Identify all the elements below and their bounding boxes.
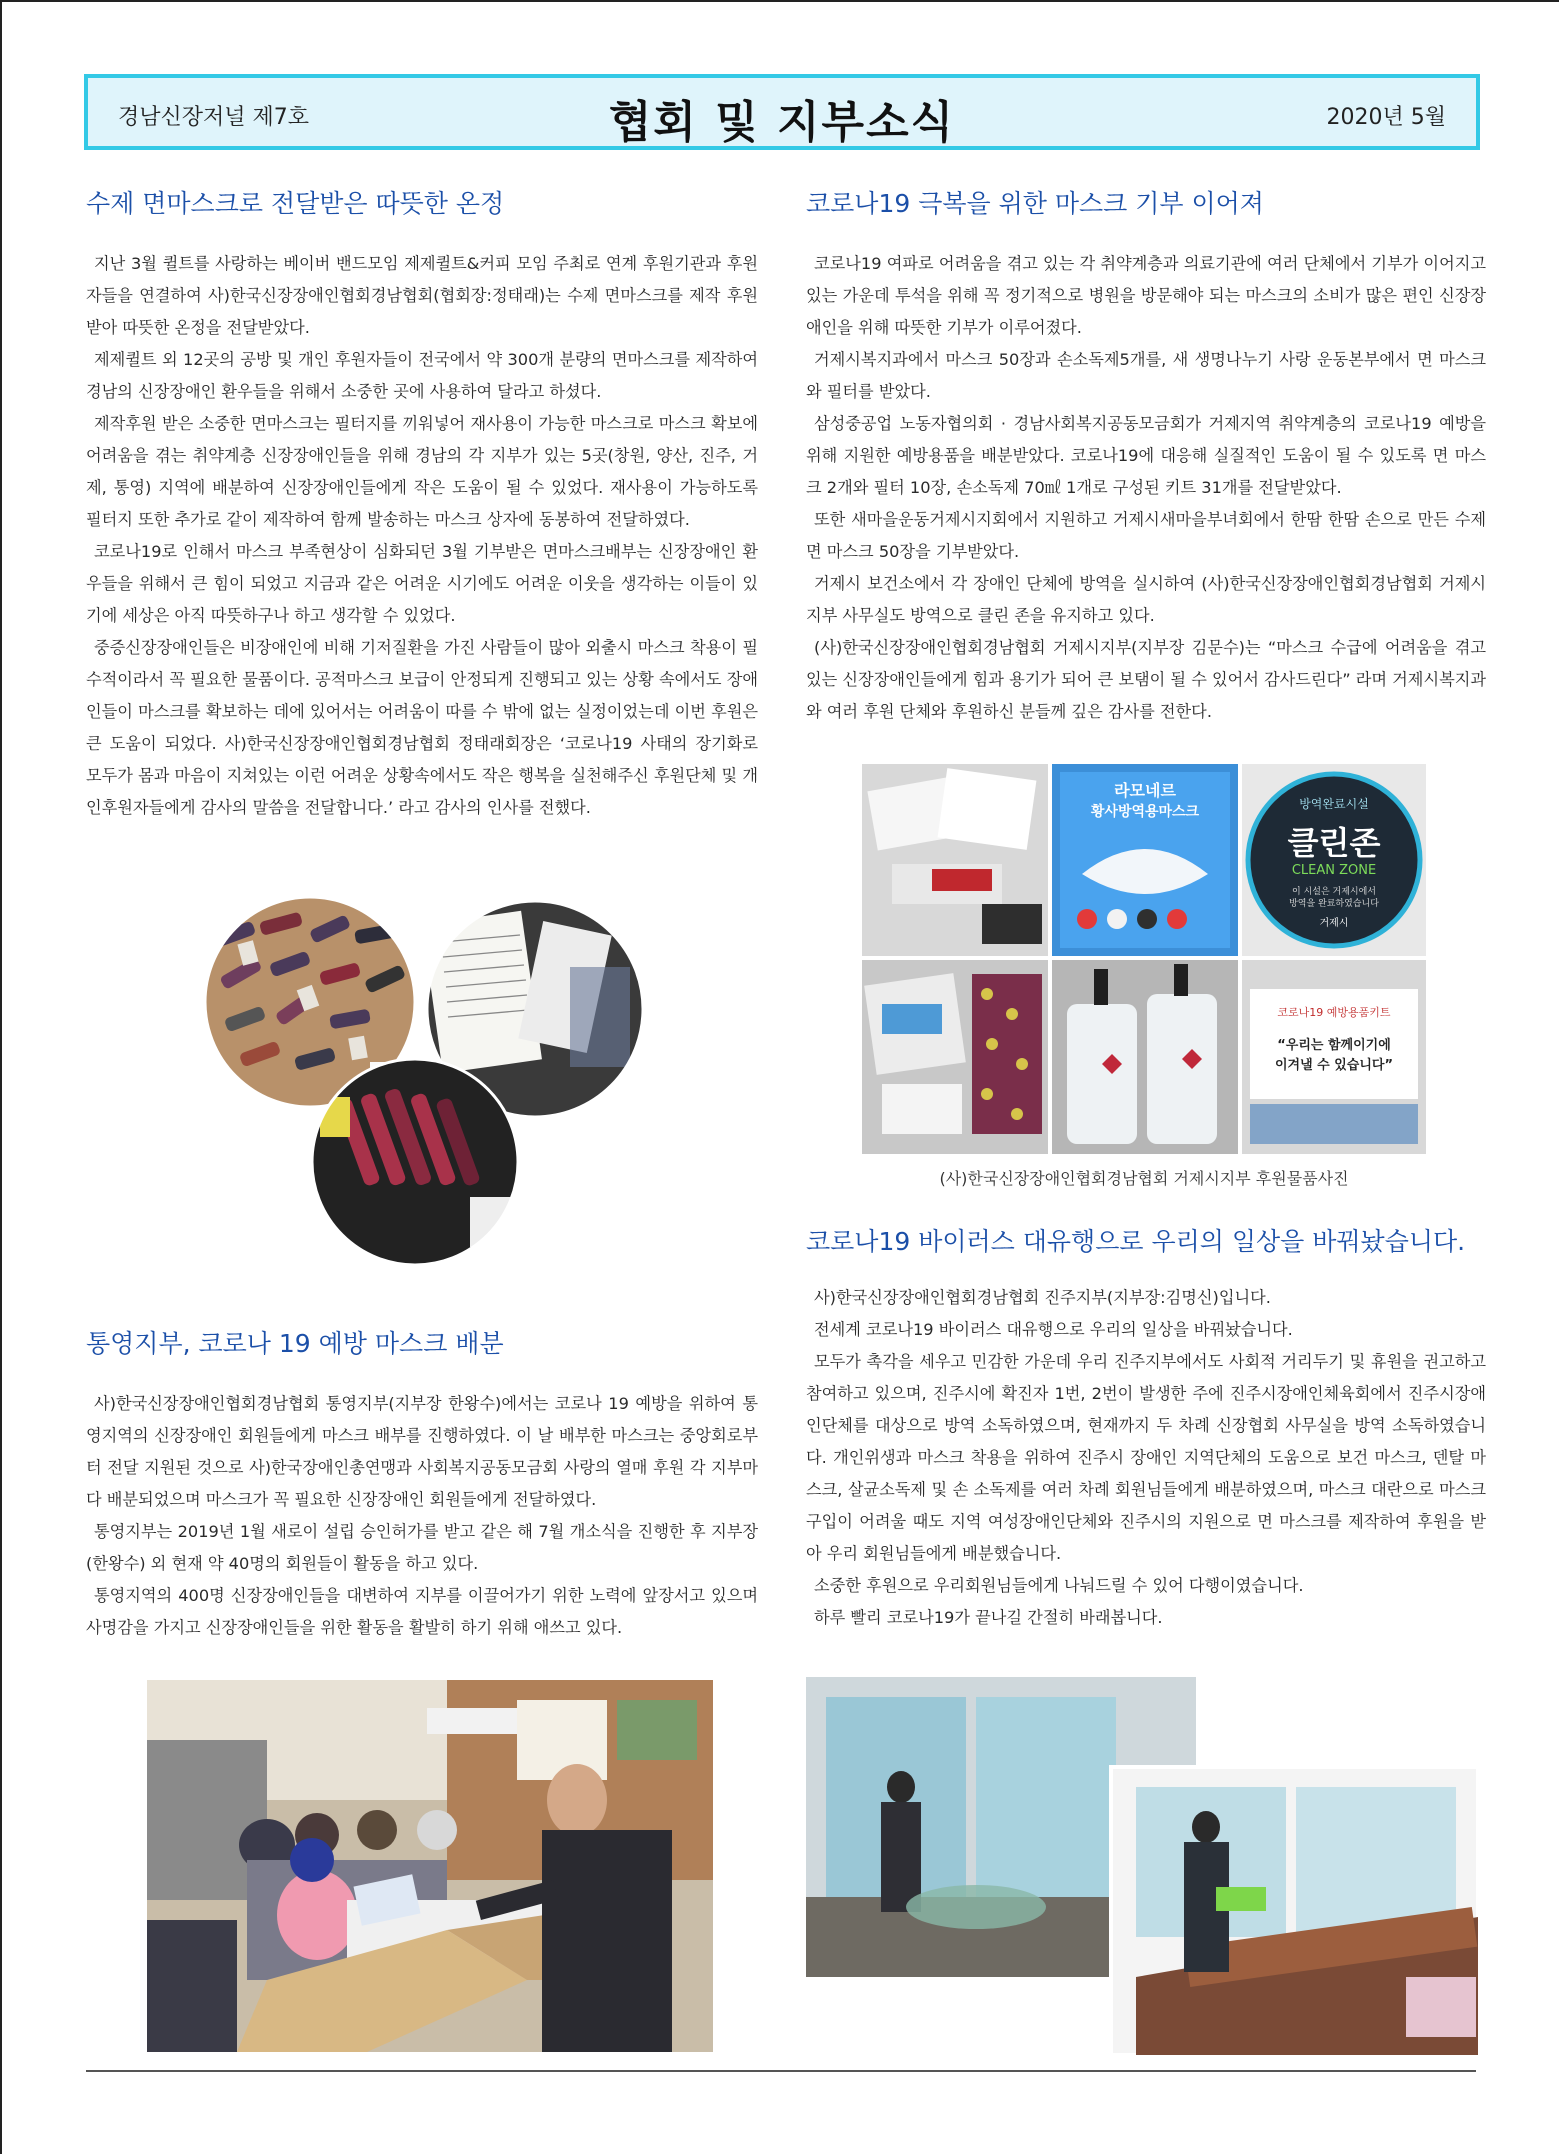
- article-jinju-branch: [806, 1222, 1486, 1634]
- sign-clean-zone-english: CLEAN ZONE: [1291, 863, 1377, 878]
- paragraph: 코로나19 여파로 어려움을 겪고 있는 각 취약계층과 의료기관에 여러 단체에서 기부가 이어지고 있는 가운데 투석을 위해 꼭 정기적으로 병원을 방문해야 되는 마스크의 소비가 많은 편인 신장장애인을 위해 따뜻한 기부가 이루어졌다.: [806, 254, 1486, 337]
- sign-clean-zone-korean: 클린존: [1287, 824, 1381, 862]
- paragraph: 하루 빨리 코로나19가 끝나길 간절히 바래봅니다.: [814, 1608, 1163, 1627]
- paragraph: 전세계 코로나19 바이러스 대유행으로 우리의 일상을 바꿔놨습니다.: [814, 1320, 1293, 1339]
- article-body: [86, 248, 758, 824]
- article-headline: 코로나19 극복을 위한 마스크 기부 이어져: [806, 189, 1264, 218]
- photo-clean-zone-sign: [1242, 764, 1426, 956]
- paragraph: 사)한국신장장애인협회경남협회 통영지부(지부장 한왕수)에서는 코로나 19 예방을 위하여 통영지역의 신장장애인 회원들에게 마스크 배부를 진행하였다. 이 날 배부한 마스크는 중앙회로부터 전달 지원된 것으로 사)한국장애인총연맹과 사회복지공동모금회 사랑의 열매 후원 각 지부마다 배분되었으며 마스크가 꼭 필요한 신장장애인 회원들에게 전달하였다.: [86, 1394, 758, 1509]
- issue-date: 2020년 5월: [1326, 105, 1446, 130]
- bottom-divider: [86, 2070, 1476, 2072]
- kit-title-text: 코로나19 예방용품키트: [1277, 1006, 1391, 1019]
- sign-top-text: 방역완료시설: [1299, 797, 1369, 811]
- paragraph: (사)한국신장장애인협회경남협회 거제시지부(지부장 김문수)는 “마스크 수급에 어려움을 겪고 있는 신장장애인들에게 힘과 용기가 되어 큰 보탬이 될 수 있어서 감사드린다” 라며 거제시복지과와 여러 후원 단체와 후원하신 분들께 깊은 감사를 전한다.: [806, 638, 1486, 721]
- article-body: [806, 248, 1486, 728]
- paragraph: 소중한 후원으로 우리회원님들에게 나눠드릴 수 있어 다행이였습니다.: [814, 1576, 1304, 1595]
- photo-wipes-and-fabric: [862, 960, 1048, 1154]
- paragraph: 사)한국신장장애인협회경남협회 진주지부(지부장:김명신)입니다.: [814, 1288, 1271, 1307]
- tongyeong-distribution-photo: [147, 1680, 713, 2052]
- paragraph: 제작후원 받은 소중한 면마스크는 필터지를 끼워넣어 재사용이 가능한 마스크로 마스크 확보에 어려움을 겪는 취약계층 신장장애인들을 위해 경남의 각 지부가 있는 5곳(창원, 양산, 진주, 거제, 통영) 지역에 배분하여 신장장애인들에게 작은 도움이 될 수 있었다. 재사용이 가능하도록 필터지 또한 추가로 같이 제작하여 함께 발송하는 마스크 상자에 동봉하여 전달하였다.: [86, 414, 758, 529]
- paragraph: 통영지부는 2019년 1월 새로이 설립 승인허가를 받고 같은 해 7월 개소식을 진행한 후 지부장(한왕수) 외 현재 약 40명의 회원들이 활동을 하고 있다.: [86, 1522, 758, 1573]
- sign-bottom-text-1: 이 시설은 거제시에서: [1292, 887, 1376, 897]
- geoje-donated-goods-photo-grid: [862, 764, 1426, 1154]
- sign-city-name: 거제시: [1319, 918, 1349, 929]
- paragraph: 코로나19로 인해서 마스크 부족현상이 심화되던 3월 기부받은 면마스크배부는 신장장애인 환우들을 위해서 큰 힘이 되었고 지금과 같은 어려운 시기에도 어려운 이웃을 생각하는 이들이 있기에 세상은 아직 따뜻하구나 하고 생각할 수 있었다.: [86, 542, 758, 625]
- article-tongyeong-branch: [86, 1324, 758, 1644]
- mask-box-label: 황사방역용마스크: [1090, 804, 1200, 820]
- paragraph: 또한 새마을운동거제시지회에서 지원하고 거제시새마을부녀회에서 한땀 한땀 손으로 만든 수제 면 마스크 50장을 기부받았다.: [806, 510, 1486, 561]
- photo-hand-sanitizer: [1052, 960, 1238, 1154]
- mask-box-brand: 라모네르: [1114, 781, 1176, 800]
- article-handmade-masks: [86, 184, 758, 824]
- paragraph: 삼성중공업 노동자협의회 · 경남사회복지공동모금회가 거제지역 취약계층의 코로나19 예방을 위해 지원한 예방용품을 배분받았다. 코로나19에 대응해 실질적인 도움이 될 수 있도록 면 마스크 2개와 필터 10장, 손소독제 70㎖ 1개로 구성된 키트 31개를 전달받았다.: [806, 414, 1486, 497]
- article-headline: 수제 면마스크로 전달받은 따뜻한 온정: [86, 189, 505, 218]
- kit-slogan-line-2: 이겨낼 수 있습니다”: [1274, 1058, 1394, 1073]
- kit-slogan-line-1: “우리는 함께이기에: [1277, 1038, 1391, 1053]
- mask-donation-photo-collage: [170, 897, 650, 1267]
- sign-bottom-text-2: 방역을 완료하였습니다: [1289, 899, 1379, 909]
- article-headline: 코로나19 바이러스 대유행으로 우리의 일상을 바꿔놨습니다.: [806, 1227, 1466, 1256]
- article-body: [806, 1282, 1486, 1634]
- article-body: [86, 1388, 758, 1644]
- photo-caption: (사)한국신장장애인협회경남협회 거제시지부 후원물품사진: [939, 1169, 1349, 1188]
- paragraph: 거제시 보건소에서 각 장애인 단체에 방역을 실시하여 (사)한국신장장애인협회경남협회 거제시지부 사무실도 방역으로 클린 존을 유지하고 있다.: [806, 574, 1486, 625]
- journal-issue: 경남신장저널 제7호: [118, 105, 310, 130]
- photo-mask-packs: [862, 764, 1048, 956]
- paragraph: 거제시복지과에서 마스크 50장과 손소독제5개를, 새 생명나누기 사랑 운동본부에서 면 마스크와 필터를 받았다.: [806, 350, 1486, 401]
- masthead-banner: [84, 74, 1480, 150]
- paragraph: 모두가 촉각을 세우고 민감한 가운데 우리 진주지부에서도 사회적 거리두기 및 휴원을 권고하고 참여하고 있으며, 진주시에 확진자 1번, 2번이 발생한 주에 진주시장애인체육회에서 진주시장애인단체를 대상으로 방역 소독하였으며, 현재까지 두 차례 신장협회 사무실을 방역 소독하였습니다. 개인위생과 마스크 착용을 위하여 진주시 장애인 지역단체의 도움으로 보건 마스크, 덴탈 마스크, 살균소독제 및 손 소독제를 여러 차례 회원님들에게 배분하였으며, 마스크 대란으로 마스크 구입이 어려울 때도 지역 여성장애인단체와 진주시의 지원으로 면 마스크를 제작하여 후원을 받아 우리 회원님들에게 배분했습니다.: [806, 1352, 1486, 1563]
- photo-mask-box: [1052, 764, 1238, 956]
- article-geoje-mask-donations: [806, 184, 1486, 728]
- section-title: 협회 및 지부소식: [608, 97, 956, 148]
- paragraph: 중증신장장애인들은 비장애인에 비해 기저질환을 가진 사람들이 많아 외출시 마스크 착용이 필수적이라서 꼭 필요한 물품이다. 공적마스크 보급이 안정되게 진행되고 있는 상황 속에서도 장애인들이 마스크를 확보하는 데에 있어서는 어려움이 따를 수 밖에 없는 실정이었는데 이번 후원은 큰 도움이 되었다. 사)한국신장장애인협회경남협회 정태래회장은 ‘코로나19 사태의 장기화로 모두가 몸과 마음이 지쳐있는 이런 어려운 상황속에서도 작은 행복을 실천해주신 후원단체 및 개인후원자들에게 감사의 말씀을 전달합니다.’ 라고 감사의 인사를 전했다.: [86, 638, 758, 817]
- paragraph: 통영지역의 400명 신장장애인들을 대변하여 지부를 이끌어가기 위한 노력에 앞장서고 있으며 사명감을 가지고 신장장애인들을 위한 활동을 활발히 하기 위해 애쓰고 있다.: [86, 1586, 758, 1637]
- article-headline: 통영지부, 코로나 19 예방 마스크 배분: [86, 1329, 504, 1358]
- paragraph: 지난 3월 퀼트를 사랑하는 베이버 밴드모임 제제퀼트&커피 모임 주최로 연계 후원기관과 후원자들을 연결하여 사)한국신장장애인협회경남협회(협회장:정태래)는 수제 면마스크를 제작 후원받아 따뜻한 온정을 전달받았다.: [86, 254, 758, 337]
- jinju-disinfection-photos: [806, 1677, 1478, 2055]
- photo-disinfection-room-2: [1111, 1767, 1478, 2055]
- photo-prevention-kit: [1242, 960, 1426, 1154]
- paragraph: 제제퀼트 외 12곳의 공방 및 개인 후원자들이 전국에서 약 300개 분량의 면마스크를 제작하여 경남의 신장장애인 환우들을 위해서 소중한 곳에 사용하여 달라고 하셨다.: [86, 350, 758, 401]
